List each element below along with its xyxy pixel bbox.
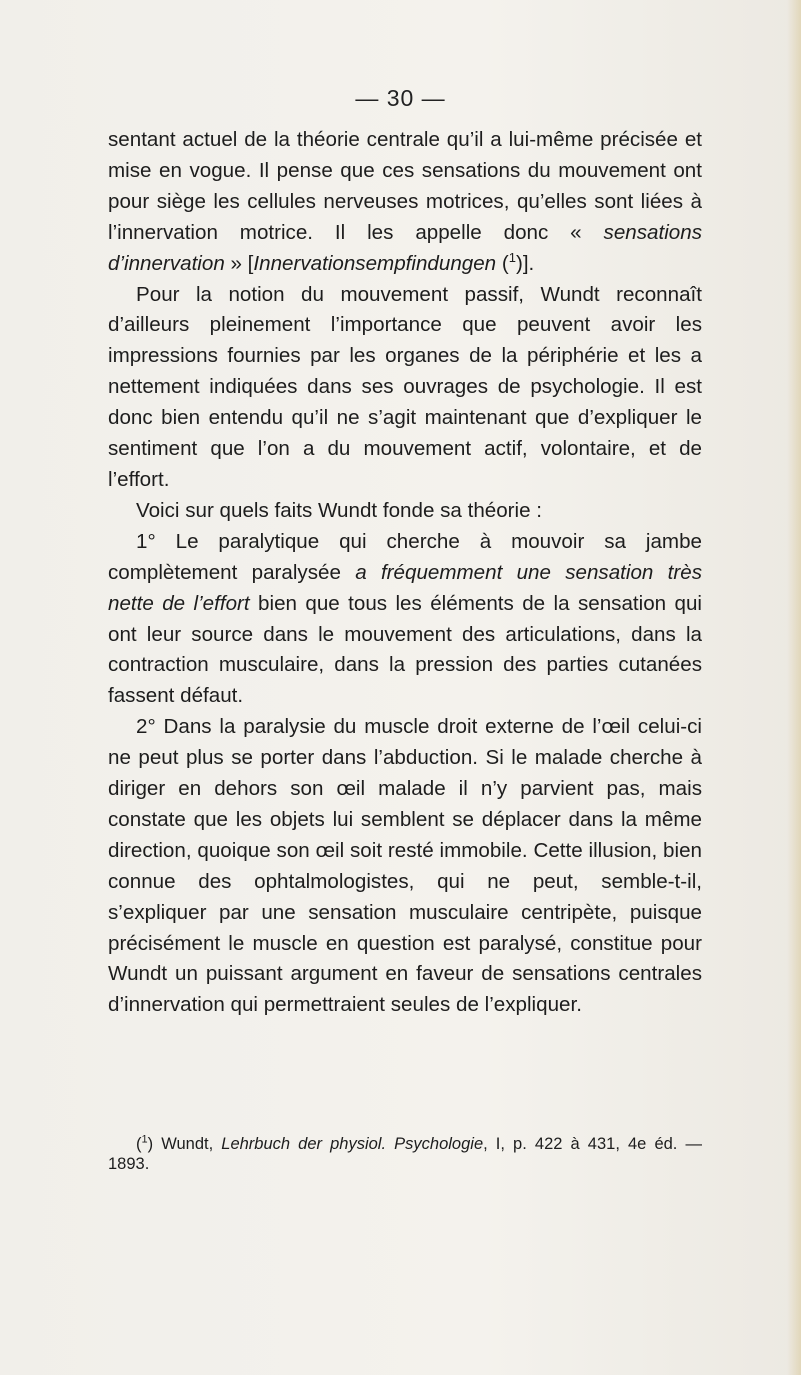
- paragraph-2: Pour la notion du mouvement passif, Wundt reconnaît d’ailleurs pleinement l’importance que peuvent avoir les impressions fournies par les organes de la périphérie et les a nettement indiquées dans ses ouvrages de psychologie. Il est donc bien entendu qu’il ne s’agit maintenant que d’expliquer le sentiment que l’on a du mouvement actif, volontaire, et de l’effort.: [108, 282, 702, 491]
- term-innervationsempfindungen: Innervationsempfindungen: [253, 251, 497, 275]
- paragraph-4-text-b: bien que tous les éléments de la sensation qui ont leur source dans le mouvement des articulations, dans la contraction musculaire, dans la pression des parties cutanées fassent défaut.: [108, 591, 703, 708]
- paragraph-5: 2° Dans la paralysie du muscle droit externe de l’œil celui-ci ne peut plus se porter dans l’abduction. Si le malade cherche à diriger en dehors son œil malade il n’y parvient pas, mais constate que les objets lui semblent se déplacer dans la même direction, quoique son œil soit resté immobile. Cette illusion, bien connue des ophtalmologistes, qui ne peut, semble-t-il, s’expliquer par une sensation musculaire centripète, puisque précisément le muscle en question est paralysé, constitue pour Wundt un puissant argument en faveur de sensations centrales d’innervation qui permettraient seules de l’expliquer.: [108, 715, 702, 1017]
- footnote-rest: , I, p. 422 à 431, 4e éd. — 1893.: [108, 1135, 702, 1173]
- paragraph-1-text-a: sentant actuel de la théorie centrale qu’il a lui-même précisée et mise en vogue. Il pense que ces sensations du mouvement ont pour siège les cellules nerveuses motrices, qu’elles sont liées à l’innervation motrice. Il les appelle donc «: [108, 128, 702, 244]
- paragraph-4-text-a: 1° Le paralytique qui cherche à mouvoir sa jambe complètement paralysée: [108, 529, 702, 584]
- footnote-author: Wundt,: [153, 1135, 222, 1153]
- footnote-open: (: [136, 1135, 142, 1153]
- main-text: [108, 125, 702, 1021]
- footnote-number: 1: [141, 1133, 148, 1146]
- paragraph-1-text-b: » [: [224, 251, 254, 275]
- paragraph-1-text-d: )].: [515, 251, 535, 275]
- paragraph-3: Voici sur quels faits Wundt fonde sa théorie :: [136, 498, 543, 522]
- page-edge-shading: [787, 0, 801, 1375]
- page-number-header: — 30 —: [355, 85, 446, 111]
- footnote: [108, 1134, 702, 1174]
- paragraph-1-text-c: (: [496, 251, 509, 275]
- paragraph-4: [108, 527, 702, 712]
- footnote-title: Lehrbuch der physiol. Psychologie: [221, 1135, 484, 1153]
- emphasis-effort: a fréquemment une sensation très nette de l’effort: [108, 560, 702, 615]
- footnote-reference: 1: [508, 249, 516, 265]
- term-sensations-innervation: sensations d’innervation: [108, 220, 702, 275]
- footnote-1: [108, 1134, 702, 1174]
- footnote-close: ): [147, 1135, 154, 1153]
- paragraph-1: [108, 125, 702, 280]
